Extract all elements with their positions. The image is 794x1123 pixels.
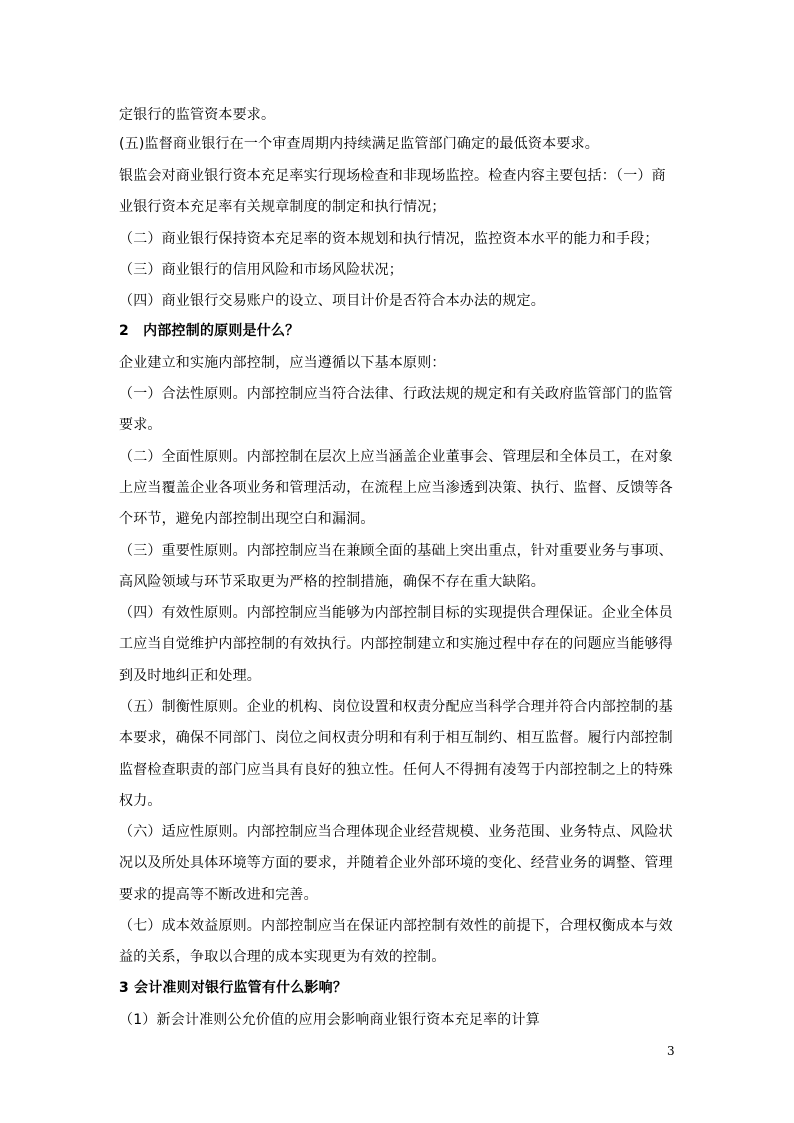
paragraph-line: 权力。 [119, 793, 162, 809]
paragraph-line: （三）商业银行的信用风险和市场风险状况； [119, 262, 403, 278]
paragraph-line: 银监会对商业银行资本充足率实行现场检查和非现场监控。检查内容主要包括：（一）商 [119, 168, 666, 184]
paragraph-line: （四）商业银行交易账户的设立、项目计价是否符合本办法的规定。 [119, 293, 545, 309]
paragraph-line: 上应当覆盖企业各项业务和管理活动，在流程上应当渗透到决策、执行、监督、反馈等各 [119, 480, 673, 496]
section-heading: 3 会计准则对银行监管有什么影响？ [119, 980, 348, 996]
paragraph-line: （三）重要性原则。内部控制应当在兼顾全面的基础上突出重点，针对重要业务与事项、 [119, 543, 673, 559]
paragraph-line: 工应当自觉维护内部控制的有效执行。内部控制建立和实施过程中存在的问题应当能够得 [119, 636, 673, 652]
paragraph-line: （二）全面性原则。内部控制在层次上应当涵盖企业董事会、管理层和全体员工，在对象 [119, 449, 673, 465]
paragraph-line: （六）适应性原则。内部控制应当合理体现企业经营规模、业务范围、业务特点、风险状 [119, 824, 673, 840]
paragraph-line: 要求的提高等不断改进和完善。 [119, 887, 318, 903]
paragraph-line: （一）合法性原则。内部控制应当符合法律、行政法规的规定和有关政府监管部门的监管 [119, 386, 673, 402]
page-number: 3 [667, 1044, 675, 1058]
paragraph-line: （二）商业银行保持资本充足率的资本规划和执行情况，监控资本水平的能力和手段； [119, 231, 659, 247]
paragraph-line: 企业建立和实施内部控制，应当遵循以下基本原则： [119, 355, 446, 371]
paragraph-line: (五)监督商业银行在一个审查周期内持续满足监管部门确定的最低资本要求。 [119, 136, 599, 152]
paragraph-line: （四）有效性原则。内部控制应当能够为内部控制目标的实现提供合理保证。企业全体员 [119, 605, 673, 621]
paragraph-line: 业银行资本充足率有关规章制度的制定和执行情况； [119, 199, 446, 215]
paragraph-line: 定银行的监管资本要求。 [119, 107, 276, 123]
paragraph-line: （七）成本效益原则。内部控制应当在保证内部控制有效性的前提下，合理权衡成本与效 [119, 918, 673, 934]
paragraph-line: 高风险领域与环节采取更为严格的控制措施，确保不存在重大缺陷。 [119, 574, 545, 590]
paragraph-line: 况以及所处具体环境等方面的要求，并随着企业外部环境的变化、经营业务的调整、管理 [119, 855, 673, 871]
paragraph-line: 监督检查职责的部门应当具有良好的独立性。任何人不得拥有凌驾于内部控制之上的特殊 [119, 762, 673, 778]
paragraph-line: 要求。 [119, 417, 162, 433]
paragraph-line: （1）新会计准则公允价值的应用会影响商业银行资本充足率的计算 [119, 1012, 540, 1028]
paragraph-line: （五）制衡性原则。企业的机构、岗位设置和权责分配应当科学合理并符合内部控制的基 [119, 699, 673, 715]
paragraph-line: 个环节，避免内部控制出现空白和漏洞。 [119, 511, 375, 527]
paragraph-line: 益的关系，争取以合理的成本实现更为有效的控制。 [119, 949, 446, 965]
paragraph-line: 到及时地纠正和处理。 [119, 668, 261, 684]
paragraph-line: 本要求，确保不同部门、岗位之间权责分明和有利于相互制约、相互监督。履行内部控制 [119, 730, 673, 746]
section-heading: 2 内部控制的原则是什么？ [119, 323, 300, 339]
